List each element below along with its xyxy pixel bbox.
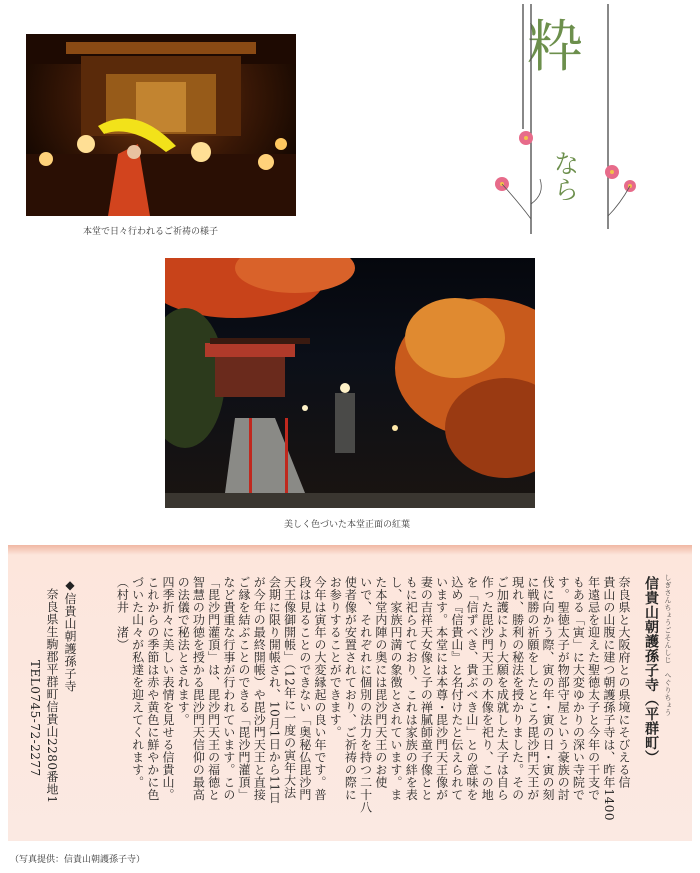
article-column: ご加護により大願を成就した太子は自ら (495, 576, 510, 801)
article-column: 現れ、勝利の秘法を授かりました。その (510, 576, 525, 801)
temple-info-address: 奈良県生駒郡平群町信貴山2280番地1 (45, 588, 59, 804)
article-column: 妻の吉祥天女像と子の禅膩師童子像とと (419, 576, 434, 801)
article-column: 四季折々に美しい表情を見せる信貴山。 (161, 576, 175, 801)
article-column: す。聖徳太子が物部守屋という豪族の討 (556, 576, 571, 801)
article-panel-top-gradient (8, 545, 692, 555)
article-title: 信貴山朝護孫子寺（平群町） (643, 576, 659, 765)
autumn-temple-illustration (165, 258, 535, 508)
article-column: た本堂内陣の奥には毘沙門天王のお使 (373, 576, 388, 789)
article-column: 作った毘沙門天王の木像を祀り、この地 (480, 576, 495, 801)
article-column: の法儀で秘法とされます。 (176, 576, 191, 726)
article-column: （村井 渚） (115, 576, 130, 651)
article-column: 会期に限り開帳され、10月1日から11日 (267, 576, 282, 805)
article-column: いで、それぞれに個別の法力を持つ二十八 (358, 576, 373, 814)
article-column: 段は見ることのできない「奥秘仏毘沙門 (297, 576, 312, 801)
autumn-temple-photo (165, 258, 535, 508)
article-title-ruby: しぎさんちょうごそんしじ へぐりちょう (664, 574, 672, 717)
article-column: 貴山の山腹に建つ朝護孫子寺は、昨年1400 (601, 576, 616, 822)
article-column: 天王像御開帳」（12年に一度の寅年大法 (282, 576, 297, 799)
article-column: など貴重な行事が行われています。この (221, 576, 236, 801)
header-title-sub: なら (549, 150, 579, 202)
article-column: 年遠忌を迎えた聖徳太子と今年の干支で (586, 576, 601, 801)
article-column: います。本堂には本尊・毘沙門天王像が (434, 576, 449, 801)
article-column: もに祀られており、これは家族の絆を表 (404, 576, 419, 801)
photo-credit: （写真提供：信貴山朝護孫子寺） (10, 855, 146, 865)
header-title-main: 粋 (527, 15, 583, 80)
article-column: を「信ずべき、貴ぶべき山」との意味を (465, 576, 479, 801)
article-column: し、家族円満の象徴とされています。ま (389, 576, 403, 801)
article-column: が今年の最終開帳）や毘沙門天王と直接 (252, 576, 267, 801)
article-column: これからの季節は赤や黄色に鮮やかに色 (145, 576, 160, 801)
temple-info-name: ◆信貴山朝護孫子寺 (63, 578, 77, 693)
article-column: に戦勝の祈願をしたところ毘沙門天王が (525, 576, 540, 801)
article-column: 込め『信貴山』と名付けたと伝えられて (449, 576, 464, 801)
article-column: ご縁を結ぶことのできる「毘沙門灌頂」 (237, 576, 251, 801)
article-column: 伐に向かう際、寅の年・寅の日・寅の刻 (541, 576, 555, 801)
article-column: もある「寅」に大変ゆかりの深い寺院で (571, 576, 586, 801)
article-column: 「毘沙門灌頂」は、毘沙門天王の福徳と (206, 576, 221, 801)
article-column: 使者像が安置されており、ご祈祷の際に (343, 576, 358, 801)
photo-caption-prayer: 本堂で日々行われるご祈祷の様子 (83, 227, 219, 237)
article-column: お参りすることができます。 (328, 576, 343, 739)
prayer-ceremony-photo (26, 34, 296, 216)
cosmos-flower-decoration (490, 4, 650, 244)
article-column: 今年は寅年の大変縁起の良い年です。普 (313, 576, 327, 801)
temple-info-tel: TEL0745-72-2277 (28, 660, 42, 777)
prayer-ceremony-illustration (26, 34, 296, 216)
article-column: づいた山々が私達を迎えてくれます。 (130, 576, 145, 789)
article-column: 奈良県と大阪府との県境にそびえる信 (617, 576, 631, 789)
photo-caption-autumn: 美しく色づいた本堂正面の紅葉 (284, 520, 411, 530)
article-column: 智慧の功徳を授かる毘沙門天信仰の最高 (191, 576, 206, 801)
